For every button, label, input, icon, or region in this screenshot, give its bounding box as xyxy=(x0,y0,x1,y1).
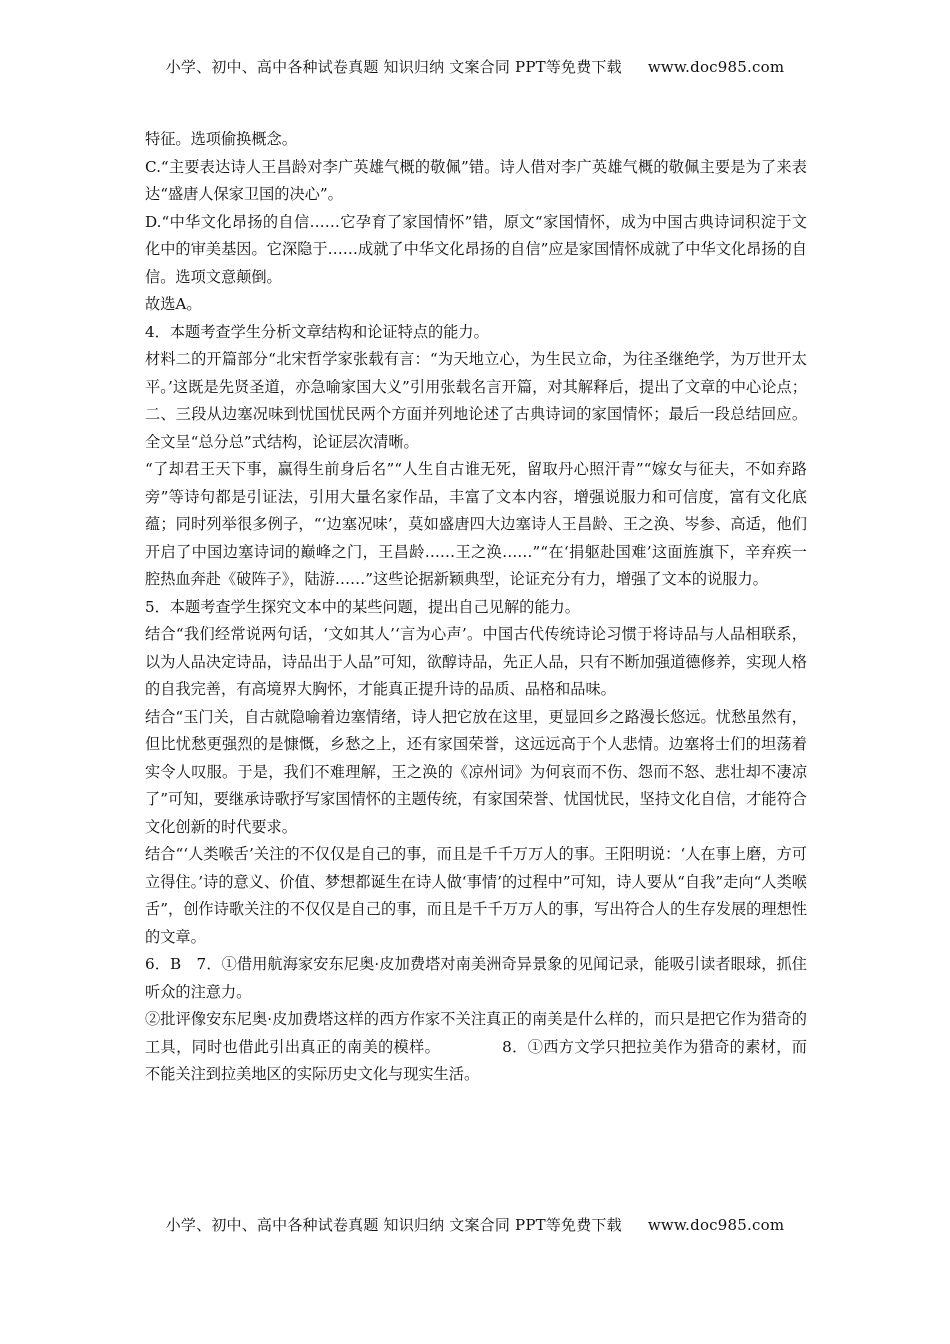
paragraph: 材料二的开篇部分“北宋哲学家张载有言：“为天地立心，为生民立命，为往圣继绝学，为万世开太平。’这既是先贤圣道，亦急喻家国大义”引用张载名言开篇，对其解释后，提出了文章的中心论点；二、三段从边塞况味到忧国忧民两个方面并列地论述了古典诗词的家国情怀；最后一段总结回应。全文呈“总分总”式结构，论证层次清晰。 xyxy=(145,350,807,451)
footer-text: 小学、初中、高中各种试卷真题 知识归纳 文案合同 PPT等免费下载 xyxy=(165,1216,622,1234)
header-text: 小学、初中、高中各种试卷真题 知识归纳 文案合同 PPT等免费下载 xyxy=(165,58,622,76)
answer-line: 6．B 7．①借用航海家安东尼奥·皮加费塔对南美洲奇异景象的见闻记录，能吸引读者眼球，抓住听众的注意力。 xyxy=(145,955,807,1001)
page-header xyxy=(0,56,950,77)
document-body xyxy=(145,126,807,1089)
paragraph xyxy=(145,1006,807,1089)
paragraph: 结合“玉门关，自古就隐喻着边塞情绪，诗人把它放在这里，更显回乡之路漫长悠远。忧愁虽然有，但比忧愁更强烈的是慷慨，乡愁之上，还有家国荣誉，这远远高于个人悲情。边塞将士们的坦荡着实令人叹服。于是，我们不难理解，王之涣的《凉州词》为何哀而不伤、怨而不怒、悲壮却不凄凉了”可知，要继承诗歌抒写家国情怀的主题传统，有家国荣誉、忧国忧民，坚持文化自信，才能符合文化创新的时代要求。 xyxy=(145,707,807,836)
question-heading: 5．本题考查学生探究文本中的某些问题，提出自己见解的能力。 xyxy=(145,597,580,616)
paragraph: D.“中华文化昂扬的自信……它孕育了家国情怀”错，原文“家国情怀，成为中国古典诗词积淀于文化中的审美基因。它深隐于……成就了中华文化昂扬的自信”应是家国情怀成就了中华文化昂扬的自信。选项文意颠倒。 xyxy=(145,212,807,286)
paragraph: C.“主要表达诗人王昌龄对李广英雄气概的敬佩”错。诗人借对李广英雄气概的敬佩主要是为了来表达“盛唐人保家卫国的决心”。 xyxy=(145,157,807,203)
page-footer xyxy=(0,1214,950,1235)
paragraph: 结合“‘人类喉舌’关注的不仅仅是自己的事，而且是千千万万人的事。王阳明说：‘人在事上磨，方可立得住。’诗的意义、价值、梦想都诞生在诗人做‘事情’的过程中”可知，诗人要从“自我”走向“人类喉舌”，创作诗歌关注的不仅仅是自己的事，而且是千千万万人的事，写出符合人的生存发展的理想性的文章。 xyxy=(145,845,807,946)
paragraph: 结合“我们经常说两句话，‘文如其人’‘言为心声’。中国古代传统诗论习惯于将诗品与人品相联系，以为人品决定诗品，诗品出于人品”可知，欲醇诗品，先正人品，只有不断加强道德修养，实现人格的自我完善，有高境界大胸怀，才能真正提升诗的品质、品格和品味。 xyxy=(145,625,807,698)
answer-part: 8．①西方文学只把拉美作为猎奇的素材，而不能关注到拉美地区的实际历史文化与现实生活。 xyxy=(145,1037,807,1083)
answer-part: ②批评像安东尼奥·皮加费塔这样的西方作家不关注真正的南美是什么样的，而只是把它作为猎奇的工具，同时也借此引出真正的南美的模样。 xyxy=(145,1010,807,1056)
question-heading: 4．本题考查学生分析文章结构和论证特点的能力。 xyxy=(145,322,489,341)
header-site: www.doc985.com xyxy=(647,58,785,76)
paragraph: “了却君王天下事，赢得生前身后名”“人生自古谁无死，留取丹心照汗青”“嫁女与征夫，不如弃路旁”等诗句都是引证法，引用大量名家作品，丰富了文本内容，增强说服力和可信度，富有文化底蕴；同时列举很多例子，“‘边塞况味’，莫如盛唐四大边塞诗人王昌龄、王之涣、岑参、高适，他们开启了中国边塞诗词的巅峰之门，王昌龄……王之涣……”“在‘捐躯赴国难’这面旌旗下，辛弃疾一腔热血奔赴《破阵子》，陆游……”这些论据新颖典型，论证充分有力，增强了文本的说服力。 xyxy=(145,460,807,588)
paragraph: 特征。选项偷换概念。 xyxy=(145,130,297,148)
paragraph: 故选A。 xyxy=(145,295,202,313)
footer-site: www.doc985.com xyxy=(647,1216,785,1234)
